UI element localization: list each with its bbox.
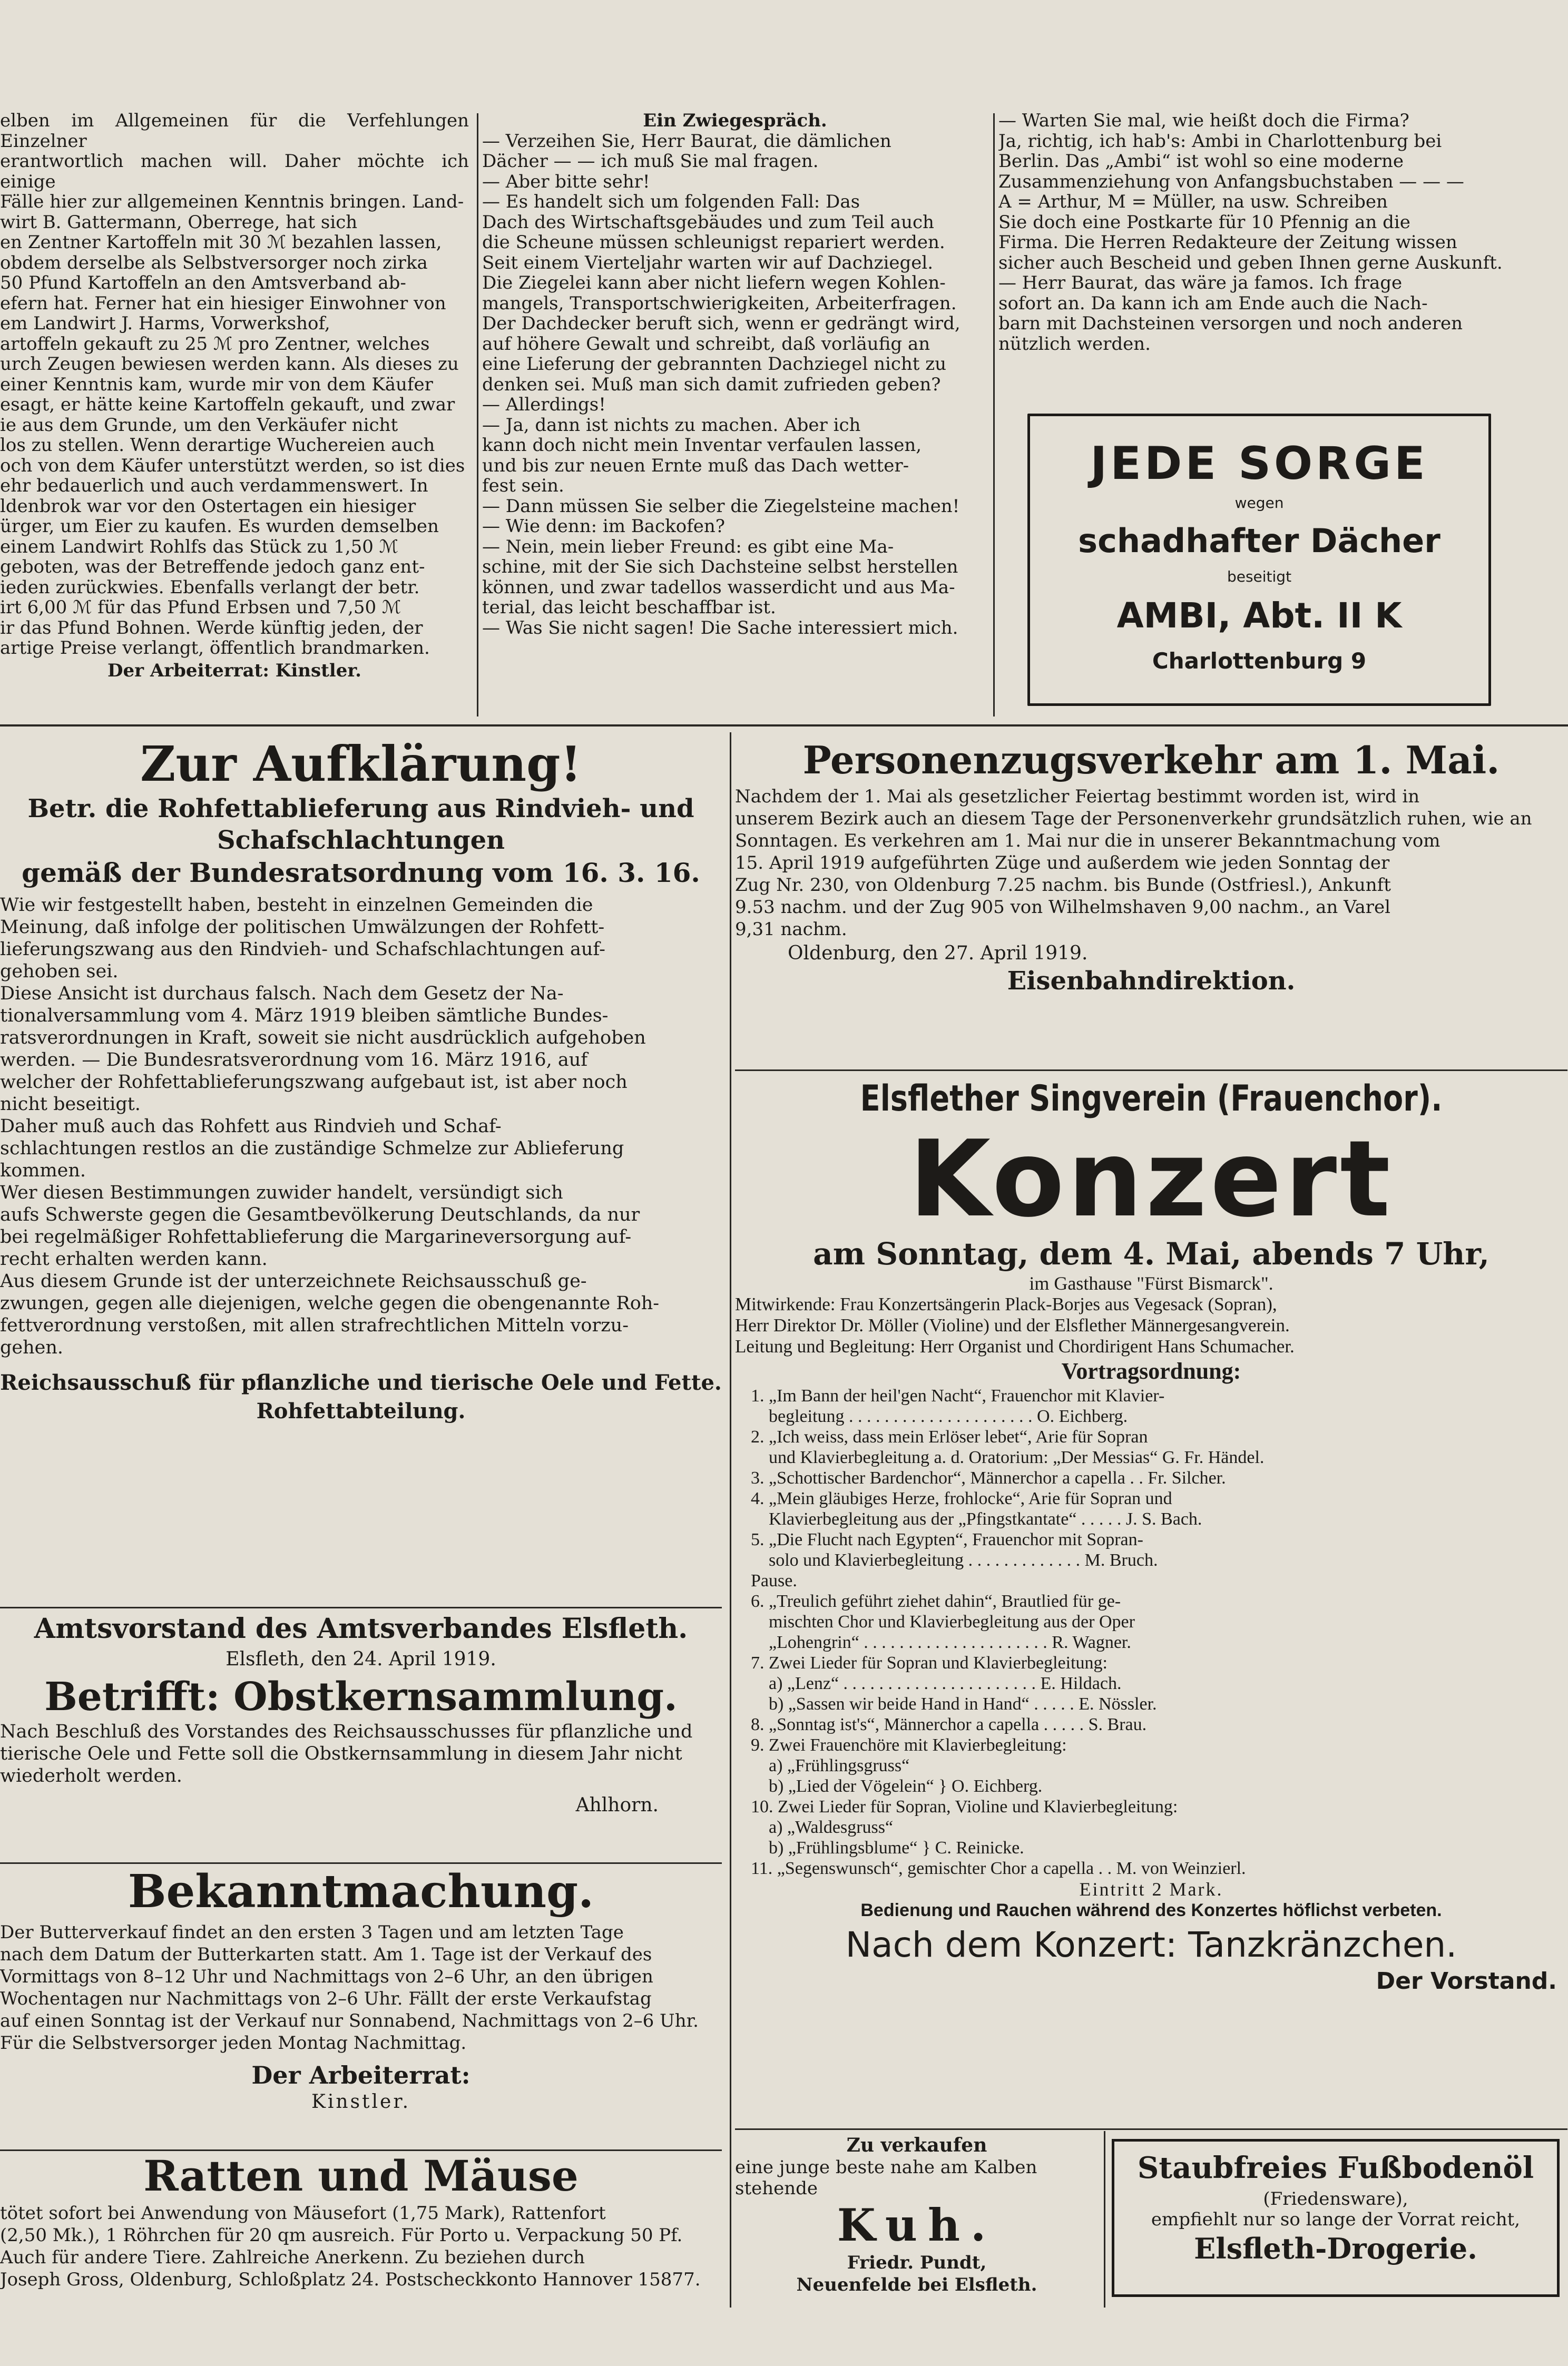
text-line: irt 6,00 ℳ für das Pfund Erbsen und 7,50 ℳ bbox=[0, 597, 401, 618]
text-line: Seit einem Vierteljahr warten wir auf Dachziegel. bbox=[482, 252, 934, 273]
column-rule bbox=[477, 113, 478, 716]
text-line: ehr bedauerlich und auch verdammenswert. In bbox=[0, 475, 428, 496]
concert-title: Konzert bbox=[909, 1118, 1394, 1241]
text-line: — Ja, dann ist nichts zu machen. Aber ich bbox=[482, 414, 861, 436]
text-line: Sie doch eine Postkarte für 10 Pfennig an die bbox=[998, 211, 1410, 233]
concert-note: Bedienung und Rauchen während des Konzertes höflichst verbeten. bbox=[860, 1900, 1442, 1920]
text-line: urch Zeugen bewiesen werden kann. Als dieses zu bbox=[0, 354, 459, 375]
text-line: fest sein. bbox=[482, 475, 564, 496]
ad-signature: Elsfleth-Drogerie. bbox=[1194, 2232, 1477, 2265]
text-line: werden. — Die Bundesratsverordnung vom 16. März 1916, auf bbox=[0, 1049, 588, 1071]
text-line: wirt B. Gattermann, Oberrege, hat sich bbox=[0, 211, 358, 233]
text-line: artoffeln gekauft zu 25 ℳ pro Zentner, welches bbox=[0, 333, 430, 355]
program-item: a) „Frühlingsgruss“ bbox=[751, 1756, 910, 1775]
text-line: denken sei. Muß man sich damit zufrieden geben? bbox=[482, 374, 941, 395]
text-line: 50 Pfund Kartoffeln an den Amtsverband ab- bbox=[0, 272, 406, 293]
notice-signature: Der Arbeiterrat: bbox=[251, 2061, 471, 2089]
text-line: los zu stellen. Wenn derartige Wuchereien auch bbox=[0, 435, 435, 456]
text-line: mangels, Transportschwierigkeiten, Arbeiterfragen. bbox=[482, 292, 957, 314]
ad-signature: Neuenfelde bei Elsfleth. bbox=[796, 2274, 1037, 2295]
ad-title: Ratten und Mäuse bbox=[143, 2151, 579, 2201]
text-line: — Warten Sie mal, wie heißt doch die Firma? bbox=[998, 111, 1409, 131]
text-line: auf höhere Gewalt und schreibt, daß vorläufig an bbox=[482, 333, 930, 355]
text-line: (2,50 Mk.), 1 Röhrchen für 20 qm ausreich. Für Porto u. Verpackung 50 Pf. bbox=[0, 2225, 683, 2246]
program-item: solo und Klavierbegleitung . . . . . . . . . . . . . M. Bruch. bbox=[751, 1550, 1158, 1570]
text-line: einer Kenntnis kam, wurde mir von dem Käufer bbox=[0, 374, 433, 395]
program-item: b) „Frühlingsblume“ } C. Reinicke. bbox=[751, 1838, 1024, 1858]
text-line: kann doch nicht mein Inventar verfaulen lassen, bbox=[482, 435, 922, 456]
program-item: 1. „Im Bann der heil'gen Nacht“, Frauenchor mit Klavier- bbox=[751, 1386, 1165, 1406]
text-line: nützlich werden. bbox=[998, 333, 1151, 355]
concert-performers: Leitung und Begleitung: Herr Organist und Chordirigent Hans Schumacher. bbox=[735, 1336, 1295, 1357]
text-line: Sonntagen. Es verkehren am 1. Mai nur die in unserer Bekanntmachung vom bbox=[735, 830, 1440, 851]
text-line: esagt, er hätte keine Kartoffeln gekauft, und zwar bbox=[0, 394, 455, 415]
concert-organizer: Elsflether Singverein (Frauenchor). bbox=[860, 1078, 1443, 1120]
program-item: mischten Chor und Klavierbegleitung aus der Oper bbox=[751, 1612, 1135, 1632]
text-line: geboten, was der Betreffende jedoch ganz ent- bbox=[0, 556, 425, 577]
text-line: — Es handelt sich um folgenden Fall: Das bbox=[482, 191, 860, 212]
program-item: a) „Lenz“ . . . . . . . . . . . . . . . . . . . . . . E. Hildach. bbox=[751, 1674, 1122, 1693]
notice-obstkern bbox=[0, 1607, 722, 1860]
text-line: 15. April 1919 aufgeführten Züge und außerdem wie jeden Sonntag der bbox=[735, 852, 1390, 873]
text-line: zwungen, gegen alle diejenigen, welche gegen die obengenannte Roh- bbox=[0, 1293, 660, 1314]
program-item: 6. „Treulich geführt ziehet dahin“, Brautlied für ge- bbox=[751, 1592, 1121, 1611]
text-line: können, und zwar tadellos wasserdicht und aus Ma- bbox=[482, 576, 955, 598]
text-line: Daher muß auch das Rohfett aus Rindvieh und Schaf- bbox=[0, 1116, 502, 1137]
ad-wegen: wegen bbox=[1234, 494, 1284, 512]
program-item: und Klavierbegleitung a. d. Oratorium: „Der Messias“ G. Fr. Händel. bbox=[751, 1448, 1265, 1467]
notice-title: Zur Aufklärung! bbox=[140, 735, 582, 792]
section-rule bbox=[0, 1607, 722, 1608]
text-line: sicher auch Bescheid und geben Ihnen gerne Auskunft. bbox=[998, 252, 1503, 273]
text-line: auf einen Sonntag ist der Verkauf nur Sonnabend, Nachmittags von 2–6 Uhr. bbox=[0, 2010, 699, 2031]
article-col3 bbox=[998, 111, 1562, 406]
text-line: sofort an. Da kann ich am Ende auch die Nach- bbox=[998, 292, 1428, 314]
text-line: Diese Ansicht ist durchaus falsch. Nach dem Gesetz der Na- bbox=[0, 983, 564, 1004]
text-line: Für die Selbstversorger jeden Montag Nachmittag. bbox=[0, 2033, 467, 2054]
column-rule bbox=[1104, 2131, 1105, 2308]
text-line: Fälle hier zur allgemeinen Kenntnis bringen. Land- bbox=[0, 191, 464, 212]
text-line: nicht beseitigt. bbox=[0, 1094, 141, 1115]
text-line: Zusammenziehung von Anfangsbuchstaben — — — bbox=[998, 171, 1464, 192]
program-item: 3. „Schottischer Bardenchor“, Männerchor a capella . . Fr. Silcher. bbox=[751, 1468, 1226, 1488]
text-line: einem Landwirt Rohlfs das Stück zu 1,50 ℳ bbox=[0, 536, 399, 557]
text-line: gehen. bbox=[0, 1337, 64, 1358]
concert-performers: Herr Direktor Dr. Möller (Violine) und der Elsflether Männergesangverein. bbox=[735, 1315, 1290, 1336]
text-line: — Aber bitte sehr! bbox=[482, 171, 650, 192]
ad-konzert bbox=[735, 1069, 1567, 2123]
program-title: Vortragsordnung: bbox=[1061, 1358, 1241, 1384]
notice-signature: Kinstler. bbox=[311, 2091, 411, 2113]
program-item: 10. Zwei Lieder für Sopran, Violine und Klavierbegleitung: bbox=[751, 1797, 1178, 1817]
text-line: 9.53 nachm. und der Zug 905 von Wilhelmshaven 9,00 nachm., an Varel bbox=[735, 897, 1391, 918]
ad-beseitigt: beseitigt bbox=[1227, 568, 1292, 585]
text-line: Wer diesen Bestimmungen zuwider handelt, versündigt sich bbox=[0, 1182, 563, 1203]
text-line: — Verzeihen Sie, Herr Baurat, die dämlichen bbox=[482, 130, 891, 152]
text-line: aufs Schwerste gegen die Gesamtbevölkerung Deutschlands, da nur bbox=[0, 1204, 640, 1225]
program-item: 4. „Mein gläubiges Herze, frohlocke“, Arie für Sopran und bbox=[751, 1489, 1172, 1508]
program-item: a) „Waldesgruss“ bbox=[751, 1818, 894, 1837]
text-line: eine junge beste nahe am Kalben bbox=[735, 2157, 1037, 2178]
text-line: — Allerdings! bbox=[482, 394, 606, 415]
notice-title: Betrifft: Obstkernsammlung. bbox=[44, 1674, 678, 1720]
ad-company: AMBI, Abt. II K bbox=[1116, 595, 1402, 636]
text-line: em Landwirt J. Harms, Vorwerkshof, bbox=[0, 313, 330, 334]
text-line: Berlin. Das „Ambi“ ist wohl so eine moderne bbox=[998, 151, 1404, 172]
notice-date: Oldenburg, den 27. April 1919. bbox=[788, 943, 1088, 964]
program-item: 7. Zwei Lieder für Sopran und Klavierbegleitung: bbox=[751, 1653, 1108, 1673]
text-line: schlachtungen restlos an die zuständige Schmelze zur Ablieferung bbox=[0, 1138, 624, 1159]
notice-date: Elsfleth, den 24. April 1919. bbox=[226, 1648, 496, 1670]
text-line: ir das Pfund Bohnen. Werde künftig jeden, der bbox=[0, 617, 423, 639]
notice-subtitle: Betr. die Rohfettablieferung aus Rindvieh- und bbox=[27, 794, 694, 823]
text-line: tierische Oele und Fette soll die Obstkernsammlung in diesem Jahr nicht bbox=[0, 1743, 682, 1764]
text-line: Nachdem der 1. Mai als gesetzlicher Feiertag bestimmt worden ist, wird in bbox=[735, 786, 1420, 807]
ambi-advertisement bbox=[1027, 414, 1491, 706]
program-item: 8. „Sonntag ist's“, Männerchor a capella . . . . . S. Brau. bbox=[751, 1715, 1147, 1734]
concert-signature: Der Vorstand. bbox=[1376, 1968, 1557, 1995]
notice-head: Amtsvorstand des Amtsverbandes Elsfleth. bbox=[34, 1613, 688, 1645]
text-line: barn mit Dachsteinen versorgen und noch anderen bbox=[998, 313, 1463, 334]
text-line: nach dem Datum der Butterkarten statt. Am 1. Tage ist der Verkauf des bbox=[0, 1944, 652, 1965]
ad-headline: JEDE SORGE bbox=[1090, 437, 1428, 490]
text-line: obdem derselbe als Selbstversorger noch zirka bbox=[0, 252, 428, 273]
text-line: schine, mit der Sie sich Dachsteine selbst herstellen bbox=[482, 556, 958, 577]
section-rule bbox=[735, 1069, 1567, 1071]
article-zwiegespraech bbox=[482, 111, 988, 716]
text-line: eine Lieferung der gebrannten Dachziegel nicht zu bbox=[482, 354, 947, 375]
section-rule bbox=[735, 2128, 1567, 2130]
notice-subtitle: Schafschlachtungen bbox=[217, 826, 505, 855]
text-line: tionalversammlung vom 4. März 1919 bleiben sämtliche Bundes- bbox=[0, 1005, 609, 1026]
text-line: efern hat. Ferner hat ein hiesiger Einwohner von bbox=[0, 292, 446, 314]
notice-title: Personenzugsverkehr am 1. Mai. bbox=[802, 738, 1500, 782]
notice-title: Bekanntmachung. bbox=[128, 1865, 594, 1918]
program-item: b) „Lied der Vögelein“ } O. Eichberg. bbox=[751, 1776, 1043, 1796]
ad-line: empfiehlt nur so lange der Vorrat reicht, bbox=[1151, 2208, 1521, 2230]
ad-signature: Friedr. Pundt, bbox=[847, 2252, 987, 2273]
concert-date: am Sonntag, dem 4. Mai, abends 7 Uhr, bbox=[813, 1236, 1489, 1272]
text-line: Der Butterverkauf findet an den ersten 3 Tagen und am letzten Tage bbox=[0, 1922, 624, 1943]
text-line: fettverordnung verstoßen, mit allen strafrechtlichen Mitteln vorzu- bbox=[0, 1315, 629, 1336]
text-line: Wie wir festgestellt haben, besteht in einzelnen Gemeinden die bbox=[0, 895, 593, 916]
text-line: Meinung, daß infolge der politischen Umwälzungen der Rohfett- bbox=[0, 917, 605, 938]
notice-signature: Reichsausschuß für pflanzliche und tierische Oele und Fette. bbox=[0, 1370, 722, 1395]
section-rule bbox=[0, 1862, 722, 1864]
text-line: recht erhalten werden kann. bbox=[0, 1249, 268, 1270]
text-line: artige Preise verlangt, öffentlich brandmarken. bbox=[0, 637, 430, 659]
text-line: Auch für andere Tiere. Zahlreiche Anerkenn. Zu beziehen durch bbox=[0, 2247, 585, 2268]
column-rule bbox=[730, 732, 731, 2308]
ad-city: Charlottenburg 9 bbox=[1152, 648, 1367, 674]
text-line: tötet sofort bei Anwendung von Mäusefort (1,75 Mark), Rattenfort bbox=[0, 2203, 606, 2224]
text-line: Der Dachdecker beruft sich, wenn er gedrängt wird, bbox=[482, 313, 961, 334]
program-item: 9. Zwei Frauenchöre mit Klavierbegleitung: bbox=[751, 1735, 1067, 1755]
program-item: 11. „Segenswunsch“, gemischter Chor a capella . . M. von Weinzierl. bbox=[751, 1859, 1246, 1878]
section-rule bbox=[0, 724, 1568, 727]
text-line: 9,31 nachm. bbox=[735, 919, 847, 940]
text-line: Ja, richtig, ich hab's: Ambi in Charlottenburg bei bbox=[998, 130, 1442, 152]
text-line: Vormittags von 8–12 Uhr und Nachmittags von 2–6 Uhr, an den übrigen bbox=[0, 1966, 653, 1987]
text-line: und bis zur neuen Ernte muß das Dach wetter- bbox=[482, 455, 909, 476]
notice-aufklaerung bbox=[0, 735, 722, 1599]
text-line: ürger, um Eier zu kaufen. Es wurden demselben bbox=[0, 516, 439, 537]
program-item: begleitung . . . . . . . . . . . . . . . . . . . . . O. Eichberg. bbox=[751, 1407, 1128, 1426]
article-title: Ein Zwiegespräch. bbox=[643, 111, 827, 131]
text-line: — Dann müssen Sie selber die Ziegelsteine machen! bbox=[482, 495, 960, 517]
article-col1 bbox=[0, 111, 469, 716]
concert-after: Nach dem Konzert: Tanzkränzchen. bbox=[845, 1925, 1457, 1965]
text-line: elben im Allgemeinen für die Verfehlungen Einzelner bbox=[0, 111, 469, 152]
text-line: wiederholt werden. bbox=[0, 1765, 182, 1786]
text-line: ratsverordnungen in Kraft, soweit sie nicht ausdrücklich aufgehoben bbox=[0, 1027, 646, 1048]
text-line: die Scheune müssen schleunigst repariert werden. bbox=[482, 232, 945, 253]
notice-bekanntmachung bbox=[0, 1862, 722, 2147]
text-line: Dächer — — ich muß Sie mal fragen. bbox=[482, 151, 819, 172]
concert-venue: im Gasthause "Fürst Bismarck". bbox=[1029, 1273, 1273, 1294]
text-line: Dach des Wirtschaftsgebäudes und zum Teil auch bbox=[482, 211, 934, 233]
ad-title: Staubfreies Fußbodenöl bbox=[1137, 2151, 1534, 2185]
text-line: Wochentagen nur Nachmittags von 2–6 Uhr. Fällt der erste Verkaufstag bbox=[0, 1988, 652, 2009]
column-rule bbox=[993, 113, 995, 716]
text-line: stehende bbox=[735, 2178, 818, 2199]
text-line: kommen. bbox=[0, 1160, 86, 1181]
ad-kuh bbox=[735, 2134, 1099, 2308]
concert-entry: Eintritt 2 Mark. bbox=[1079, 1879, 1223, 1900]
text-line: — Wie denn: im Backofen? bbox=[482, 516, 726, 537]
text-line: Die Ziegelei kann aber nicht liefern wegen Kohlen- bbox=[482, 272, 946, 293]
text-line: Zug Nr. 230, von Oldenburg 7.25 nachm. bis Bunde (Ostfriesl.), Ankunft bbox=[735, 875, 1391, 896]
program-item: b) „Sassen wir beide Hand in Hand“ . . . . . E. Nössler. bbox=[751, 1694, 1157, 1714]
notice-subtitle: gemäß der Bundesratsordnung vom 16. 3. 16. bbox=[22, 857, 700, 888]
text-line: ldenbrok war vor den Ostertagen ein hiesiger bbox=[0, 495, 416, 517]
program-item: Pause. bbox=[751, 1571, 797, 1591]
program-item: „Lohengrin“ . . . . . . . . . . . . . . . . . . . . . R. Wagner. bbox=[751, 1633, 1131, 1652]
ad-head: Zu verkaufen bbox=[846, 2134, 987, 2156]
text-line: gehoben sei. bbox=[0, 961, 119, 982]
concert-performers: Mitwirkende: Frau Konzertsängerin Plack-Borjes aus Vegesack (Sopran), bbox=[735, 1294, 1277, 1314]
ad-subject: schadhafter Dächer bbox=[1078, 522, 1440, 560]
notice-personenzug bbox=[735, 735, 1567, 1067]
text-line: erantwortlich machen will. Daher möchte ich einige bbox=[0, 151, 469, 192]
signature: Der Arbeiterrat: Kinstler. bbox=[107, 660, 361, 681]
text-line: — Nein, mein lieber Freund: es gibt eine Ma- bbox=[482, 536, 894, 557]
text-line: ie aus dem Grunde, um den Verkäufer nicht bbox=[0, 414, 398, 436]
text-line: Joseph Gross, Oldenburg, Schloßplatz 24. Postscheckkonto Hannover 15877. bbox=[0, 2269, 701, 2290]
text-line: — Herr Baurat, das wäre ja famos. Ich frage bbox=[998, 272, 1403, 293]
ad-ratten bbox=[0, 2149, 722, 2308]
program-item: 2. „Ich weiss, dass mein Erlöser lebet“, Arie für Sopran bbox=[751, 1427, 1148, 1447]
text-line: lieferungszwang aus den Rindvieh- und Schafschlachtungen auf- bbox=[0, 939, 605, 960]
text-line: Aus diesem Grunde ist der unterzeichnete Reichsausschuß ge- bbox=[0, 1271, 587, 1292]
text-line: unserem Bezirk auch an diesem Tage der Personenverkehr grundsätzlich ruhen, wie an bbox=[735, 808, 1532, 829]
text-line: en Zentner Kartoffeln mit 30 ℳ bezahlen lassen, bbox=[0, 232, 442, 253]
ad-fussbodenoel bbox=[1112, 2139, 1560, 2297]
section-rule bbox=[0, 2149, 722, 2151]
text-line: och von dem Käufer unterstützt werden, so ist dies bbox=[0, 455, 465, 476]
text-line: A = Arthur, M = Müller, na usw. Schreiben bbox=[998, 191, 1388, 212]
program-item: Klavierbegleitung aus der „Pfingstkantate“ . . . . . J. S. Bach. bbox=[751, 1509, 1202, 1529]
text-line: welcher der Rohfettablieferungszwang aufgebaut ist, ist aber noch bbox=[0, 1072, 628, 1093]
ad-sub: (Friedensware), bbox=[1263, 2188, 1408, 2210]
text-line: Nach Beschluß des Vorstandes des Reichsausschusses für pflanzliche und bbox=[0, 1721, 693, 1742]
notice-signature: Rohfettabteilung. bbox=[256, 1399, 466, 1423]
text-line: terial, das leicht beschaffbar ist. bbox=[482, 597, 776, 618]
notice-signature: Eisenbahndirektion. bbox=[1007, 966, 1296, 996]
text-line: — Was Sie nicht sagen! Die Sache interessiert mich. bbox=[482, 617, 958, 639]
text-line: Firma. Die Herren Redakteure der Zeitung wissen bbox=[998, 232, 1457, 253]
program-item: 5. „Die Flucht nach Egypten“, Frauenchor mit Sopran- bbox=[751, 1530, 1143, 1549]
text-line: bei regelmäßiger Rohfettablieferung die Margarineversorgung auf- bbox=[0, 1226, 632, 1248]
notice-signature: Ahlhorn. bbox=[575, 1794, 659, 1816]
ad-title: Kuh. bbox=[837, 2199, 997, 2251]
text-line: ieden zurückwies. Ebenfalls verlangt der betr. bbox=[0, 576, 420, 598]
